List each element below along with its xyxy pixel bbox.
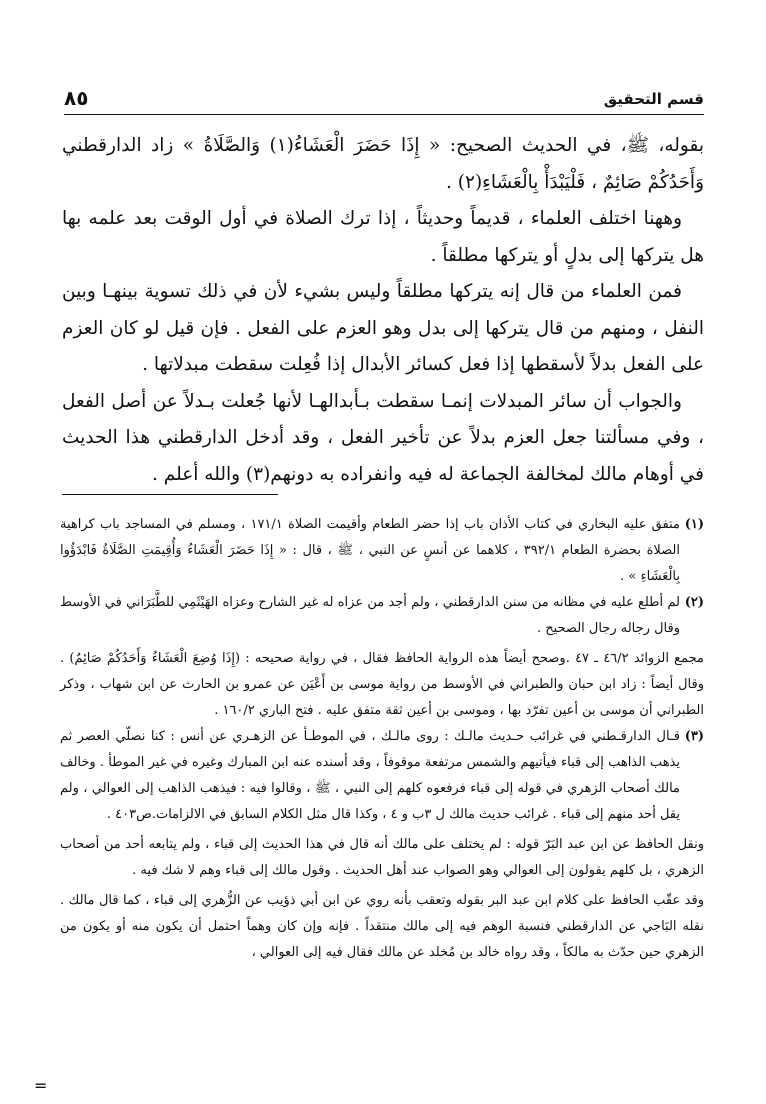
footnote-number: (١) [684, 517, 704, 532]
footnote-number: (٢) [684, 595, 704, 610]
footnote-number: (٣) [684, 729, 704, 744]
footnote-separator [62, 494, 278, 495]
page-number: ٨٥ [64, 86, 89, 110]
main-text [62, 128, 704, 493]
main-paragraph: فمن العلماء من قال إنه يتركها مطلقاً وليس بشيء لأن في ذلك تسوية بينهـا وبين النفل ، ومنهم من قال يتركها إلى بدل وهو العزم على الفعل . فإن قيل لو كان العزم على الفعل بدلاً لأسقطها إذا فعل كسائر الأبدال إذا فُعِلت سقطت مبدلاتها . [62, 281, 704, 375]
footnote-body [60, 590, 680, 642]
section-title: قسم التحقيق [603, 90, 704, 108]
footnote-text: ونقل الحافظ عن ابن عبد البَرّ قوله : لم يختلف على مالك أنه قال في هذا الحديث إلى قباء ، ولم يتابعه أحد من أصحاب الزهري ، بل كلهم يقولون إلى العوالي وهو الصواب عند أهل الحديث . وقول مالك إلى قباء وهم لا شك فيه . [60, 837, 704, 878]
footnote-3 [60, 724, 704, 828]
footnote-2 [60, 590, 704, 642]
footnote-text: متفق عليه البخاري في كتاب الأذان باب إذا حضر الطعام وأقيمت الصلاة ١٧١/١ ، ومسلم في المساجد باب كراهية الصلاة بحضرة الطعام ٣٩٢/١ ، كلاهما عن أنسٍ عن النبي ، ﷺ ، قال : « إِذَا حَضَرَ الْعَشَاءُ وَأُقِيمَتِ الصَّلَاةُ فَابْدَؤُوا بِالْعَشَاءِ » . [60, 517, 680, 584]
footnote-body [60, 512, 680, 590]
main-paragraph: وههنا اختلف العلماء ، قديماً وحديثاً ، إذا ترك الصلاة في أول الوقت بعد علمه بها هل يتركها إلى بدلٍ أو يتركها مطلقاً . [62, 208, 704, 266]
footnote-text: لم أطلع عليه في مظانه من سنن الدارقطني ، ولم أجد من عزاه له غير الشارح وعزاه الهَيْثَمِي للطَّبَرَاني في الأوسط وقال رجاله رجال الصحيح . [60, 595, 680, 636]
main-paragraph: والجواب أن سائر المبدلات إنمـا سقطت بـأبدالهـا لأنها جُعلت بـدلاً عن أصل الفعل ، وفي مسألتنا جعل العزم بدلاً عن تأخير الفعل ، وقد أدخل الدارقطني هذا الحديث في أوهام مالك لمخالفة الجماعة له فيه وانفراده به دونهم(٣) والله أعلم . [62, 390, 704, 485]
main-paragraph: بقوله، ﷺ، في الحديث الصحيح: « إِذَا حَضَرَ الْعَشَاءُ(١) وَالصَّلَاةُ » زاد الدارقطني وَأَحَدُكُمْ صَائِمٌ ، فَلْيَبْدَأْ بِالْعَشَاءِ(٢) . [62, 135, 704, 193]
page-header [64, 86, 704, 115]
footnotes [60, 512, 704, 966]
footnote-text: قـال الدارقـطني في غرائب حـديث مالـك : روى مالـك ، في الموطـأ عن الزهـري عن أنس : كنا نصلّي العصر ثم يذهب الذاهب إلى قباء فيأتيهم والشمس مرتفعة موقوفاً ، وقد أسنده عنه ابن المبارك وغيره في غير الموطأ . وخالف مالك أصحاب الزهري في قوله إلى قباء فرفعوه كلهم إلى النبي ، ﷺ ، وقالوا فيه : فيذهب الذاهب إلى العوالي ، ولم يقل أحد منهم إلى قباء . غرائب حديث مالك ل ٣ب و ٤ ، وكذا قال مثل الكلام السابق في الالزامات.ص٤٠٣ . [60, 729, 680, 822]
continuation-mark: = [34, 1076, 48, 1095]
footnote-text: وقد عقّب الحافظ على كلام ابن عبد البر بقوله وتعقب بأنه روي عن ابن أبي ذؤيب عن الزُّهري إلى قباء ، كما قال مالك . نقله البَاجي عن الدارقطني فنسبة الوهم فيه إلى مالك منتقداً . فإنه وإن كان وهماً احتمل أن يكون منه أو يكون من الزهري حين حدّث به مالكاً ، وقد رواه خالد بن مُخلد عن مالك فقال فيه إلى العوالي ، [60, 893, 704, 960]
footnote-1 [60, 512, 704, 590]
footnote-body [60, 724, 680, 828]
footnote-text: مجمع الزوائد ٤٦/٢ ـ ٤٧ .وصحح أيضاً هذه الرواية الحافظ فقال ، في رواية صحيحه : (إِذَا وُضِعَ الْعَشَاءُ وَأَحَدُكُمْ صَائِمٌ) . وقال أيضاً : زاد ابن حبان والطبراني في الأوسط من رواية موسى بن أَعْيَن عن عمرو بن الحارث عن ابن شهاب ، وذكر الطبراني أن موسى بن أعين تفرّد بها ، وموسى بن أعين ثقة متفق عليه . فتح الباري ١٦٠/٢ . [60, 651, 704, 718]
